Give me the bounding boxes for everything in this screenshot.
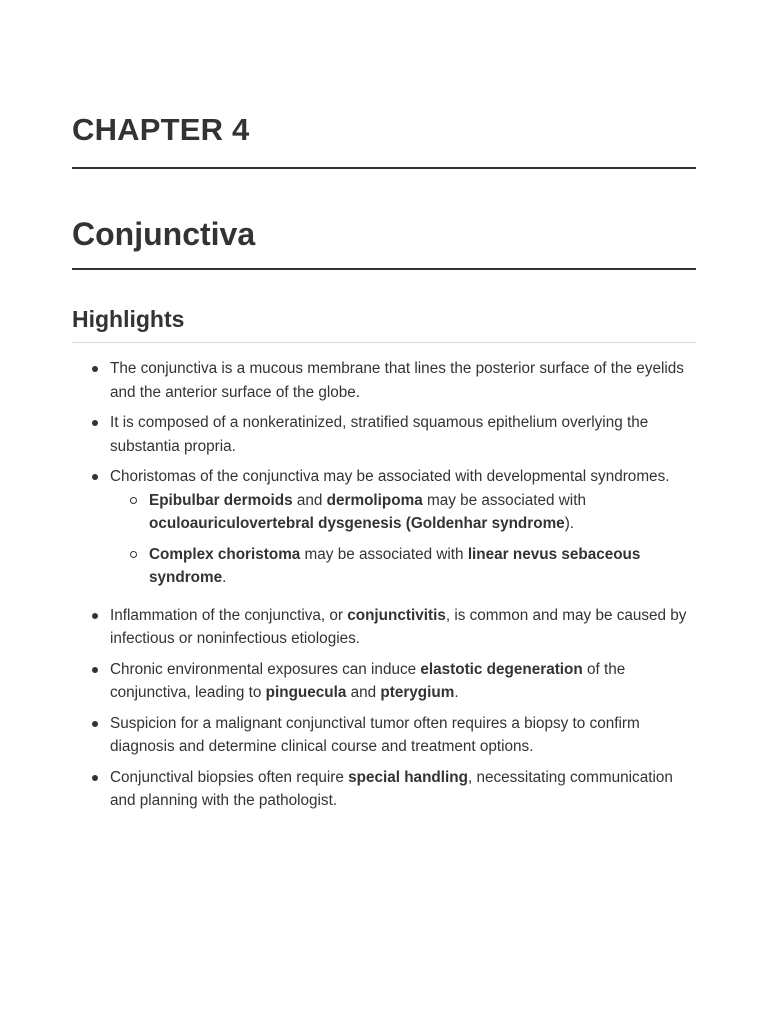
title-divider bbox=[72, 268, 696, 270]
chapter-label: CHAPTER 4 bbox=[72, 112, 250, 147]
list-item: Chronic environmental exposures can induce elastotic degeneration of the conjunctiva, leading to pinguecula and pterygium. bbox=[72, 658, 696, 705]
sub-list-item: Complex choristoma may be associated with linear nevus sebaceous syndrome. bbox=[110, 543, 696, 590]
chapter-divider bbox=[72, 167, 696, 169]
section-divider bbox=[72, 342, 696, 343]
list-item: Conjunctival biopsies often require special handling, necessitating communication and planning with the pathologist. bbox=[72, 766, 696, 813]
list-item: Choristomas of the conjunctiva may be associated with developmental syndromes. Epibulbar dermoids and dermolipoma may be associated with oculoauriculovertebral dysgenesis (Goldenhar syndrome). Complex choristoma may be associated with linear nevus sebaceous syndrome. bbox=[72, 465, 696, 590]
list-item: Suspicion for a malignant conjunctival tumor often requires a biopsy to confirm diagnosis and determine clinical course and treatment options. bbox=[72, 712, 696, 759]
sub-list-item: Epibulbar dermoids and dermolipoma may be associated with oculoauriculovertebral dysgenesis (Goldenhar syndrome). bbox=[110, 489, 696, 536]
list-item: The conjunctiva is a mucous membrane that lines the posterior surface of the eyelids and the anterior surface of the globe. bbox=[72, 357, 696, 404]
list-item: It is composed of a nonkeratinized, stratified squamous epithelium overlying the substantia propria. bbox=[72, 411, 696, 458]
highlights-list bbox=[72, 357, 696, 820]
list-item: Inflammation of the conjunctiva, or conjunctivitis, is common and may be caused by infectious or noninfectious etiologies. bbox=[72, 604, 696, 651]
section-heading: Highlights bbox=[72, 306, 185, 332]
chapter-title: Conjunctiva bbox=[72, 216, 256, 252]
sub-list bbox=[110, 489, 696, 590]
